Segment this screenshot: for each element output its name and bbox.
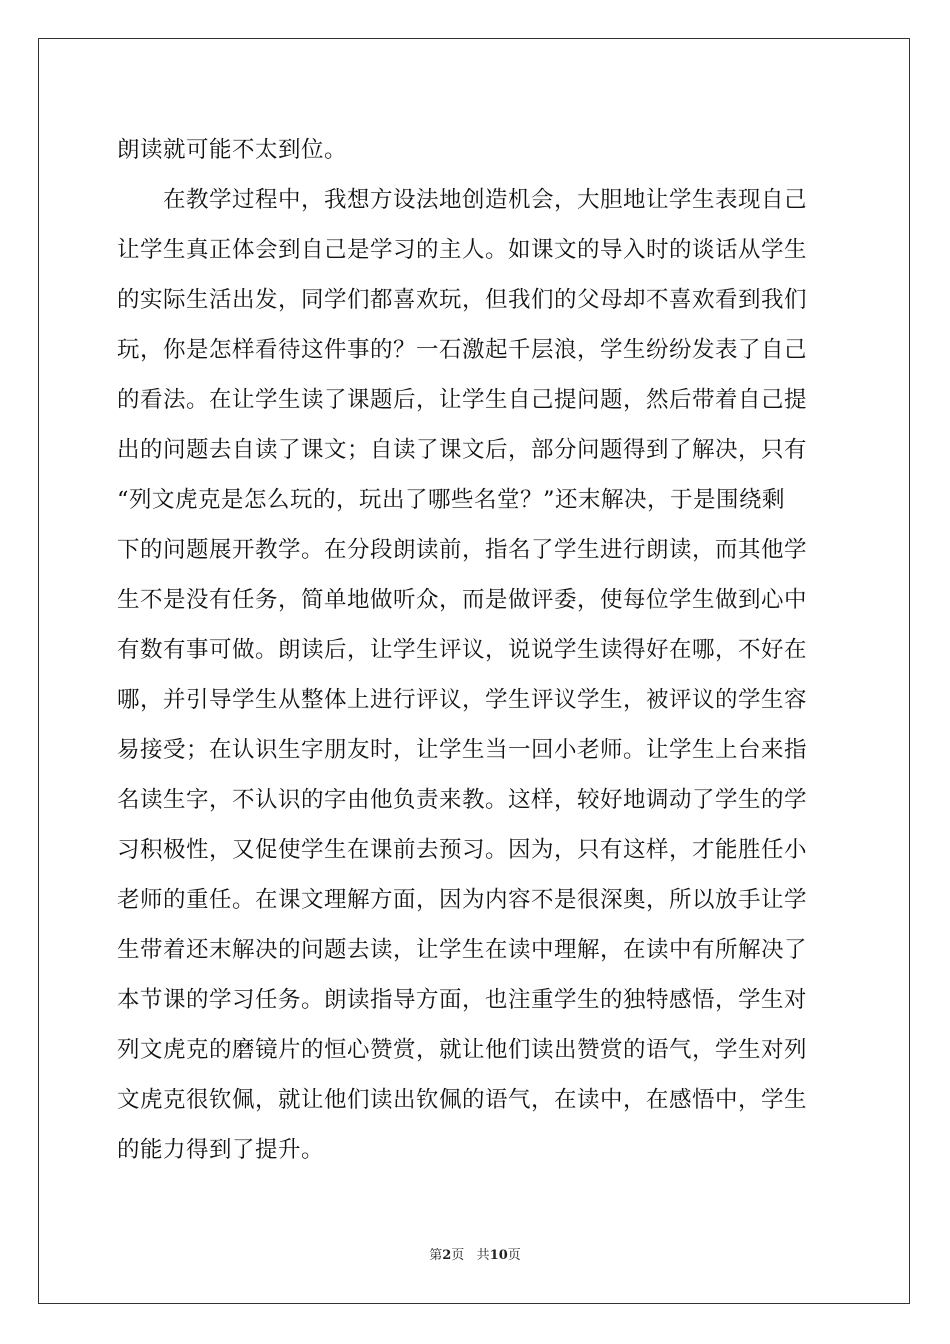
page-unit: 页 [451, 1248, 465, 1263]
total-prefix: 共 [476, 1248, 490, 1263]
page-footer [0, 1247, 950, 1265]
text-line: 玩，你是怎样看待这件事的？一石激起千层浪，学生纷纷发表了自己 [117, 337, 808, 363]
text-line: 名读生字，不认识的字由他负责来教。这样，较好地调动了学生的学 [117, 787, 808, 813]
text-line: 有数有事可做。朗读后，让学生评议，说说学生读得好在哪，不好在 [117, 637, 808, 663]
total-unit: 页 [507, 1248, 521, 1263]
text-line: 在教学过程中，我想方设法地创造机会，大胆地让学生表现自己 [117, 187, 808, 213]
text-line: 本节课的学习任务。朗读指导方面，也注重学生的独特感悟，学生对 [117, 987, 808, 1013]
page-prefix: 第 [429, 1248, 443, 1263]
text-line: 生不是没有任务，简单地做听众，而是做评委，使每位学生做到心中 [117, 587, 808, 613]
text-line: 朗读就可能不太到位。 [117, 137, 348, 163]
text-line: 下的问题展开教学。在分段朗读前，指名了学生进行朗读，而其他学 [117, 537, 808, 563]
text-line: 的能力得到了提升。 [117, 1137, 325, 1163]
text-line: 让学生真正体会到自己是学习的主人。如课文的导入时的谈话从学生 [117, 237, 808, 263]
text-line: 易接受；在认识生字朋友时，让学生当一回小老师。让学生上台来指 [117, 737, 808, 763]
text-line: “列文虎克是怎么玩的，玩出了哪些名堂？”还末解决，于是围绕剩 [117, 487, 786, 513]
text-line: 哪，并引导学生从整体上进行评议，学生评议学生，被评议的学生容 [117, 687, 808, 713]
text-line: 列文虎克的磨镜片的恒心赞赏，就让他们读出赞赏的语气，学生对列 [117, 1037, 808, 1063]
total-page-count: 10 [489, 1248, 508, 1263]
text-line: 习积极性，又促使学生在课前去预习。因为，只有这样，才能胜任小 [117, 837, 808, 863]
text-line: 老师的重任。在课文理解方面，因为内容不是很深奥，所以放手让学 [117, 887, 808, 913]
current-page-number: 2 [442, 1248, 452, 1263]
text-line: 的看法。在让学生读了课题后，让学生自己提问题，然后带着自己提 [117, 387, 808, 413]
text-line: 出的问题去自读了课文；自读了课文后，部分问题得到了解决，只有 [117, 437, 808, 463]
text-line: 文虎克很钦佩，就让他们读出钦佩的语气，在读中，在感悟中，学生 [117, 1087, 808, 1113]
text-line: 的实际生活出发，同学们都喜欢玩，但我们的父母却不喜欢看到我们 [117, 287, 808, 313]
text-line: 生带着还末解决的问题去读，让学生在读中理解，在读中有所解决了 [117, 937, 808, 963]
